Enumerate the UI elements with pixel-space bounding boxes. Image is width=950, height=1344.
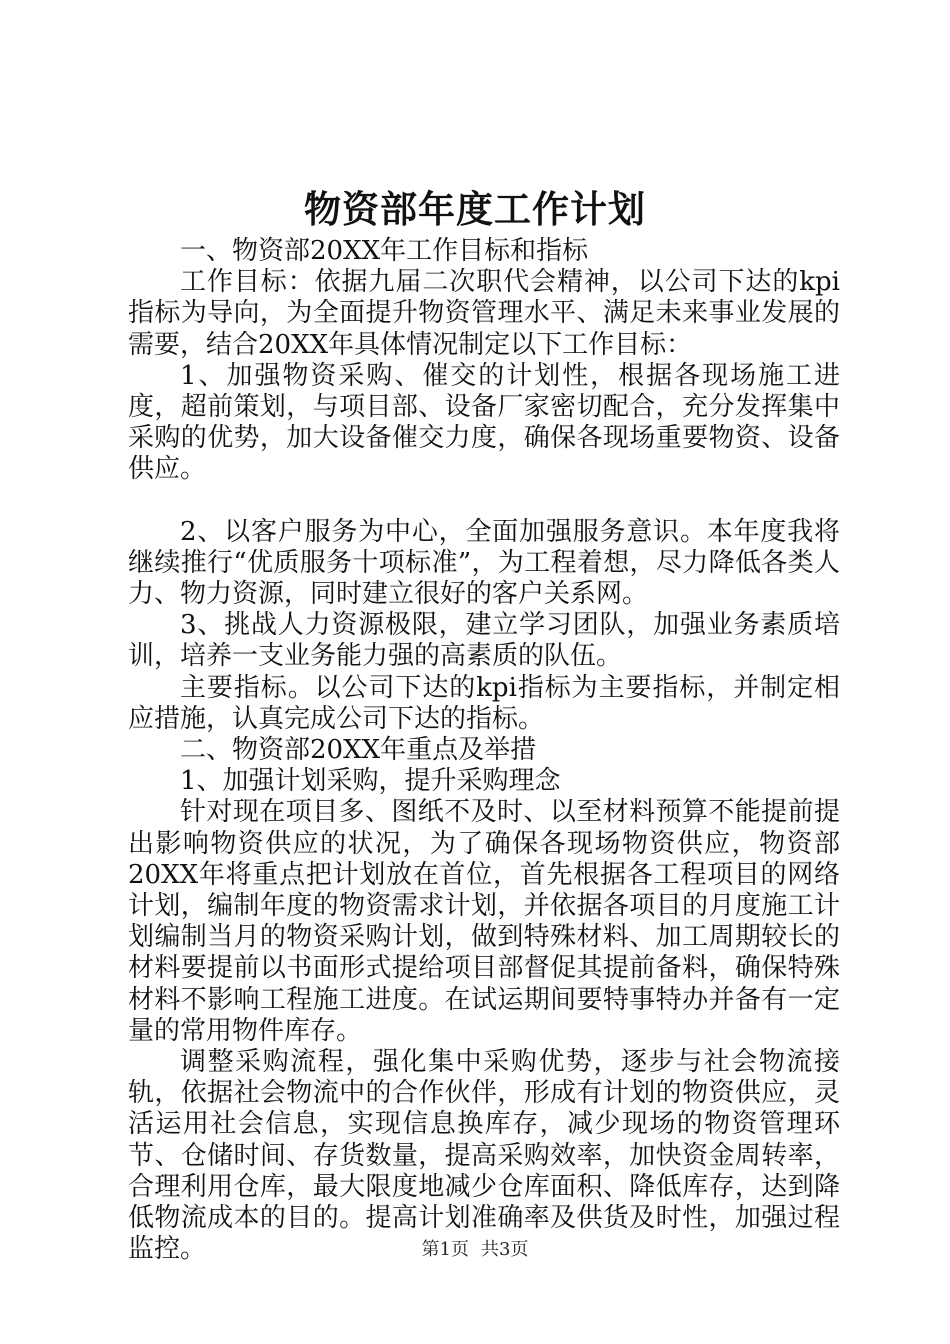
subsection-heading-1: 1、加强计划采购，提升采购理念 xyxy=(180,766,561,797)
planning-paragraph: 针对现在项目多、图纸不及时、以至材料预算不能提前提出影响物资供应的状况，为了确保各现场物资供应，物资部20XX年将重点把计划放在首位，首先根据各工程项目的网络计划，编制年度的物资需求计划，并依据各项目的月度施工计划编制当月的物资采购计划，做到特殊材料、加工周期较长的材料要提前以书面形式提给项目部督促其提前备料，确保特殊材料不影响工程施工进度。在试运期间要特事特办并备有一定量的常用物件库存。 xyxy=(128,797,840,1046)
document-title: 物资部年度工作计划 xyxy=(304,187,646,231)
page-number: 第1页 xyxy=(421,1239,469,1260)
page-total: 共3页 xyxy=(481,1239,529,1260)
document-body xyxy=(128,236,840,1266)
process-paragraph: 调整采购流程，强化集中采购优势，逐步与社会物流接轨，依据社会物流中的合作伙伴，形成有计划的物资供应，灵活运用社会信息，实现信息换库存，减少现场的物资管理环节、仓储时间、存货数量，提高采购效率，加快资金周转率，合理利用仓库，最大限度地减少仓库面积、降低库存，达到降低物流成本的目的。提高计划准确率及供货及时性，加强过程监控。 xyxy=(128,1047,840,1265)
goal-item-3: 3、挑战人力资源极限，建立学习团队，加强业务素质培训，培养一支业务能力强的高素质的队伍。 xyxy=(128,610,840,672)
main-indicators-paragraph: 主要指标。以公司下达的kpi指标为主要指标，并制定相应措施，认真完成公司下达的指标。 xyxy=(128,672,840,734)
work-goal-paragraph: 工作目标：依据九届二次职代会精神，以公司下达的kpi指标为导向，为全面提升物资管理水平、满足未来事业发展的需要，结合20XX年具体情况制定以下工作目标： xyxy=(128,267,840,360)
section-heading-2: 二、物资部20XX年重点及举措 xyxy=(180,735,537,766)
page-footer xyxy=(0,1238,950,1262)
section-heading-1: 一、物资部20XX年工作目标和指标 xyxy=(180,236,589,266)
goal-item-1: 1、加强物资采购、催交的计划性，根据各现场施工进度，超前策划，与项目部、设备厂家密切配合，充分发挥集中采购的优势，加大设备催交力度，确保各现场重要物资、设备供应。 xyxy=(128,360,840,485)
goal-item-2: 2、以客户服务为中心，全面加强服务意识。本年度我将继续推行“优质服务十项标准”，为工程着想，尽力降低各类人力、物力资源，同时建立很好的客户关系网。 xyxy=(128,516,840,610)
